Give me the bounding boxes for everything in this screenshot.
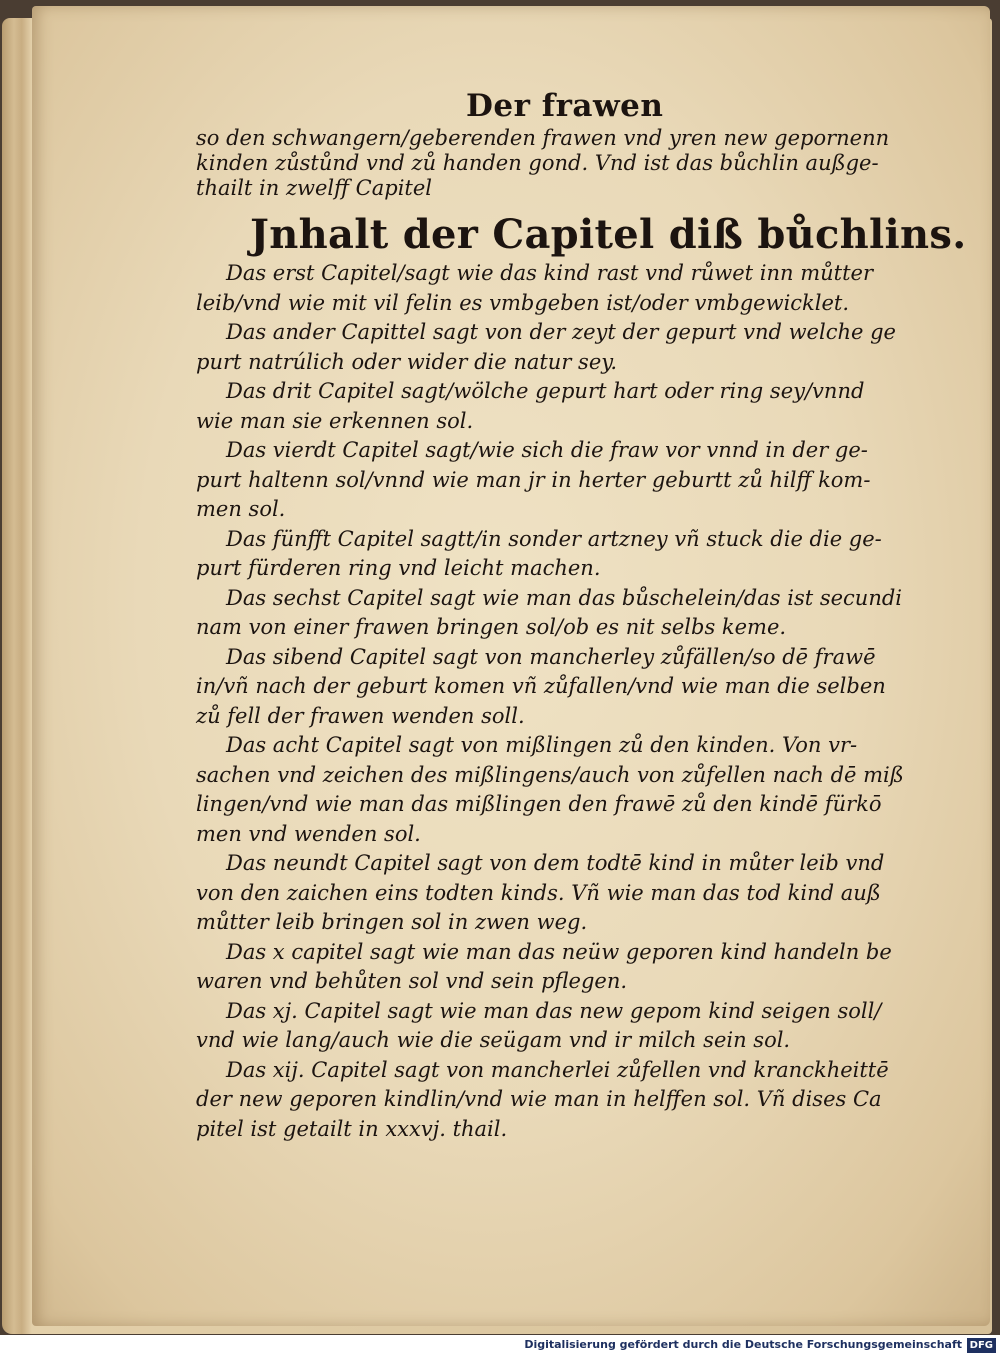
intro-line: kinden zůstůnd vnd zů handen gond. Vnd ist das bůchlin außge- <box>196 151 879 175</box>
chapter-entry-line: Das erst Capitel/sagt wie das kind rast vnd růwet inn můtter <box>226 261 873 285</box>
chapter-entry-line: sachen vnd zeichen des mißlingens/auch von zůfellen nach dē miß <box>196 762 904 787</box>
chapter-entry-line: pitel ist getailt in xxxvj. thail. <box>196 1116 508 1141</box>
footer-credit: Digitalisierung gefördert durch die Deutsche Forschungsgemeinschaft <box>524 1338 962 1351</box>
chapter-entry-line: Das xij. Capitel sagt von mancherlei zůfellen vnd kranckheittē <box>226 1057 889 1082</box>
chapter-entry-line: men sol. <box>196 497 286 521</box>
chapter-entry-line: wie man sie erkennen sol. <box>196 408 474 433</box>
chapter-entry-line: Das xj. Capitel sagt wie man das new gepom kind seigen soll/ <box>226 998 882 1023</box>
chapter-entry <box>196 259 916 318</box>
intro-line: so den schwangern/geberenden frawen vnd yren new gepornenn <box>196 126 890 150</box>
chapter-entry-line: Das acht Capitel sagt von mißlingen zů den kinden. Von vr- <box>226 733 858 757</box>
dfg-logo: DFG <box>967 1338 996 1353</box>
chapter-entry <box>196 584 916 643</box>
chapter-entry <box>196 318 916 377</box>
chapter-entry <box>196 436 916 525</box>
intro-line: thailt in zwelff Capitel <box>196 176 433 200</box>
chapter-entry-line: Das ander Capittel sagt von der zeyt der gepurt vnd welche ge <box>226 320 896 344</box>
chapter-entry-line: můtter leib bringen sol in zwen weg. <box>196 910 588 934</box>
chapter-entry-line: zů fell der frawen wenden soll. <box>196 703 525 728</box>
chapter-entry-line: vnd wie lang/auch wie die seügam vnd ir milch sein sol. <box>196 1028 791 1052</box>
chapter-entry <box>196 731 916 849</box>
intro-paragraph <box>196 126 916 201</box>
chapter-entry <box>196 525 916 584</box>
chapter-entry <box>196 997 916 1056</box>
chapter-entry-line: Das neundt Capitel sagt von dem todtē kind in můter leib vnd <box>226 851 885 875</box>
chapter-entry-line: purt natrúlich oder wider die natur sey. <box>196 349 618 374</box>
running-heading: Der frawen <box>466 88 664 124</box>
chapter-entry <box>196 849 916 938</box>
chapter-entry-line: von den zaichen eins todten kinds. Vñ wie man das tod kind auß <box>196 880 881 905</box>
contents-title: Jnhalt der Capitel diß bůchlins. <box>250 211 967 258</box>
chapter-entry-line: Das vierdt Capitel sagt/wie sich die fraw vor vnnd in der ge- <box>226 438 868 462</box>
chapter-entry-line: Das sibend Capitel sagt von mancherley zůfällen/so dē frawē <box>226 644 876 669</box>
footer-bar <box>0 1335 1000 1357</box>
chapter-entry-line: waren vnd behůten sol vnd sein pflegen. <box>196 969 628 993</box>
chapter-entry-line: nam von einer frawen bringen sol/ob es nit selbs keme. <box>196 615 787 639</box>
chapter-entry-line: lingen/vnd wie man das mißlingen den frawē zů den kindē fürkō <box>196 792 882 816</box>
page-text-block <box>196 86 967 1144</box>
chapter-entry-line: Das drit Capitel sagt/wölche gepurt hart oder ring sey/vnnd <box>226 379 865 403</box>
chapter-entry-line: der new geporen kindlin/vnd wie man in helffen sol. Vñ dises Ca <box>196 1087 882 1111</box>
chapter-entry-line: purt haltenn sol/vnnd wie man jr in herter geburtt zů hilff kom- <box>196 467 871 492</box>
chapter-entry-line: purt fürderen ring vnd leicht machen. <box>196 556 601 580</box>
chapter-entry-line: in/vñ nach der geburt komen vñ zůfallen/vnd wie man die selben <box>196 674 886 698</box>
chapter-entry-line: leib/vnd wie mit vil felin es vmbgeben ist/oder vmbgewicklet. <box>196 290 850 315</box>
chapter-entry-line: Das sechst Capitel sagt wie man das bůschelein/das ist secundi <box>226 585 903 610</box>
chapter-list <box>196 259 916 1144</box>
chapter-entry <box>196 377 916 436</box>
chapter-entry <box>196 643 916 732</box>
chapter-entry-line: Das fünfft Capitel sagtt/in sonder artzney vñ stuck die die ge- <box>226 526 882 551</box>
chapter-entry-line: Das x capitel sagt wie man das neüw geporen kind handeln be <box>226 939 892 964</box>
chapter-entry-line: men vnd wenden sol. <box>196 821 421 846</box>
chapter-entry <box>196 1056 916 1145</box>
chapter-entry <box>196 938 916 997</box>
